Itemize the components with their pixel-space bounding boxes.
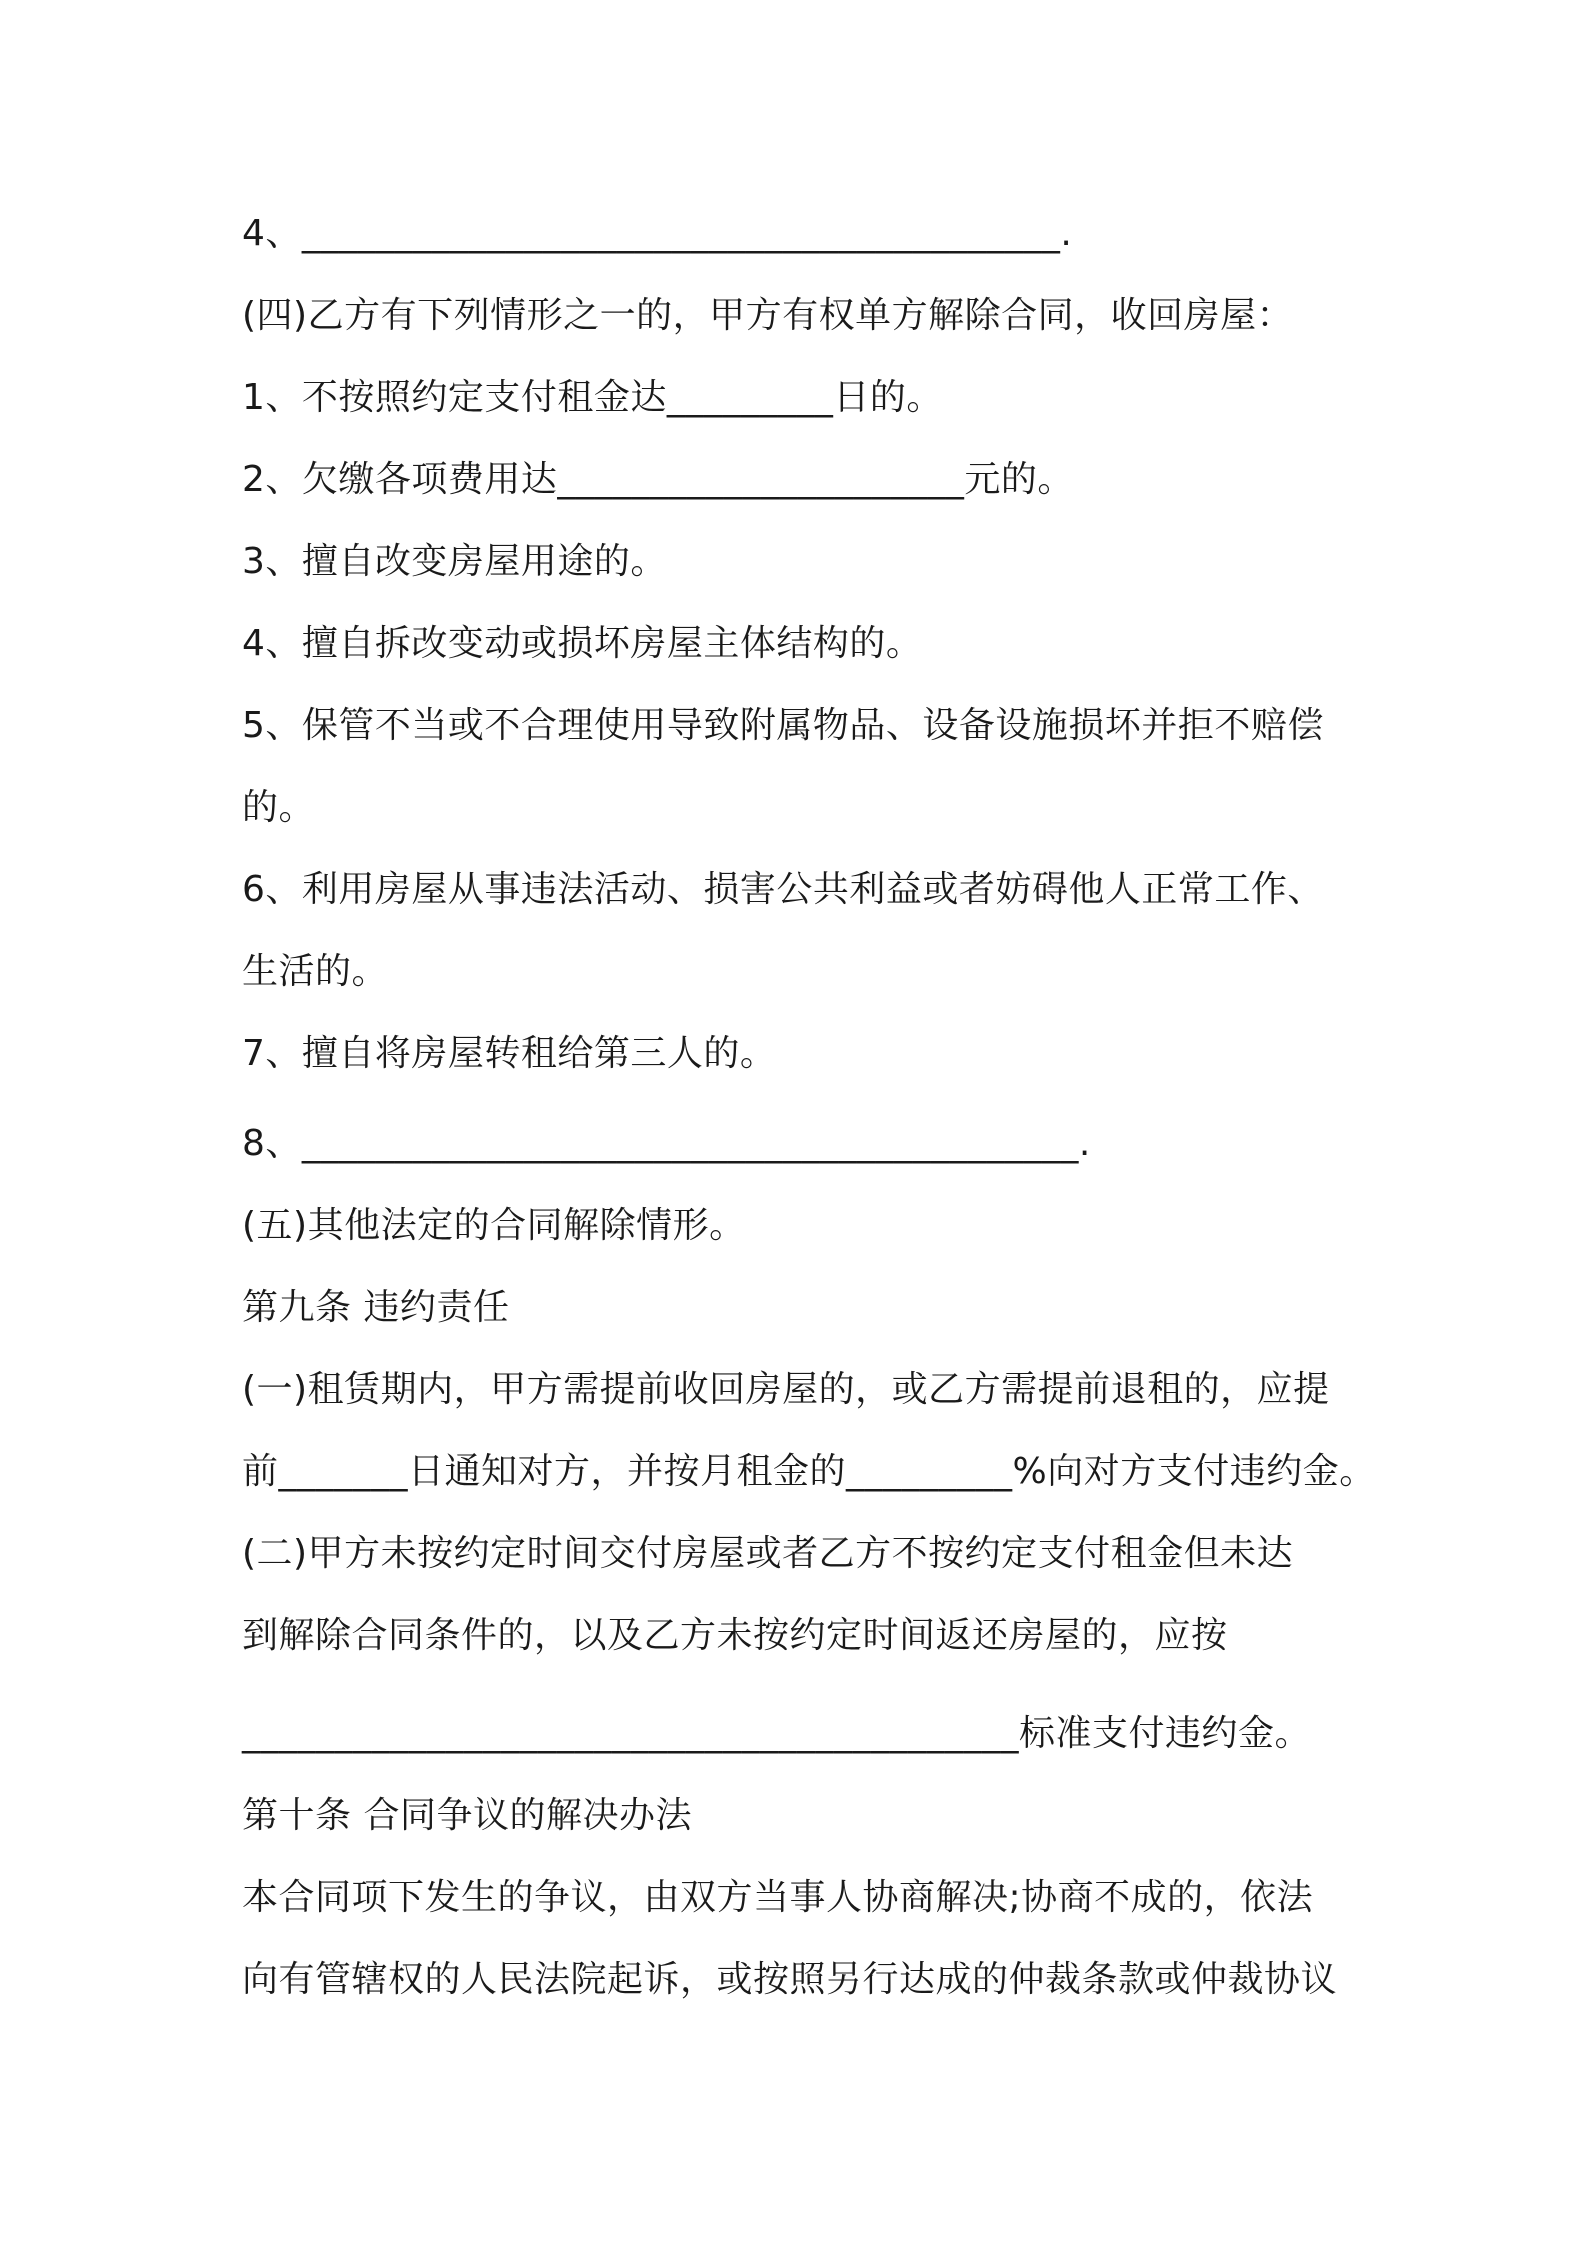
article-ten-para: 本合同项下发生的争议，由双方当事人协商解决;协商不成的，依法: [242, 1877, 1314, 1918]
article-ten-heading: 第十条 合同争议的解决办法: [242, 1795, 692, 1836]
clause-item-8-blank: 8、__________________________________________.: [242, 1123, 1091, 1164]
clause-item-2: 2、欠缴各项费用达______________________元的。: [242, 459, 1074, 500]
section-five-heading: (五)其他法定的合同解除情形。: [242, 1205, 746, 1246]
article-nine-para-2: (二)甲方未按约定时间交付房屋或者乙方不按约定支付租金但未达: [242, 1533, 1294, 1574]
clause-item-4-blank: 4、_________________________________________.: [242, 213, 1073, 254]
clause-item-5-cont: 的。: [242, 787, 316, 828]
clause-item-5: 5、保管不当或不合理使用导致附属物品、设备设施损坏并拒不赔偿: [242, 705, 1324, 746]
article-nine-para-1: (一)租赁期内，甲方需提前收回房屋的，或乙方需提前退租的，应提: [242, 1369, 1330, 1410]
article-nine-para-1-cont: 前_______日通知对方，并按月租金的_________%向对方支付违约金。: [242, 1451, 1376, 1492]
article-nine-para-2-blank: __________________________________________标准支付违约金。: [242, 1713, 1312, 1754]
clause-item-3: 3、擅自改变房屋用途的。: [242, 541, 667, 582]
clause-item-7: 7、擅自将房屋转租给第三人的。: [242, 1033, 777, 1074]
clause-item-6-cont: 生活的。: [242, 951, 389, 992]
article-ten-para-cont: 向有管辖权的人民法院起诉，或按照另行达成的仲裁条款或仲裁协议: [242, 1959, 1338, 2000]
section-four-heading: (四)乙方有下列情形之一的，甲方有权单方解除合同，收回房屋：: [242, 295, 1294, 336]
clause-item-1: 1、不按照约定支付租金达_________日的。: [242, 377, 943, 418]
clause-item-4: 4、擅自拆改变动或损坏房屋主体结构的。: [242, 623, 923, 664]
article-nine-para-2-cont: 到解除合同条件的，以及乙方未按约定时间返还房屋的，应按: [242, 1615, 1228, 1656]
clause-item-6: 6、利用房屋从事违法活动、损害公共利益或者妨碍他人正常工作、: [242, 869, 1324, 910]
article-nine-heading: 第九条 违约责任: [242, 1287, 510, 1328]
